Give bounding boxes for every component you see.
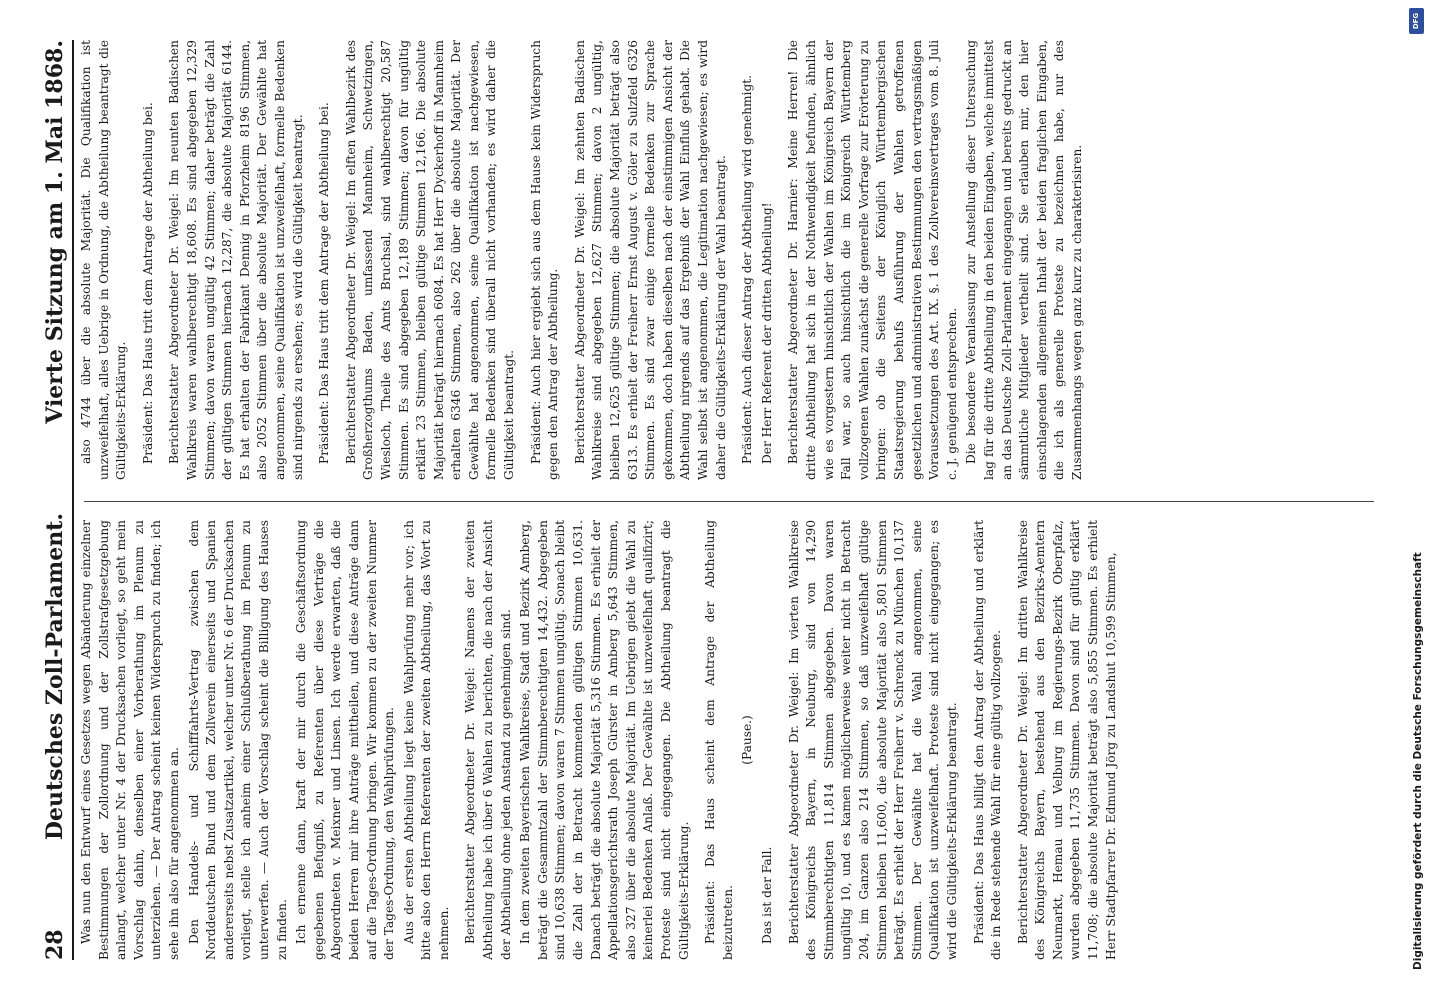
left-text-column [78,520,1378,960]
paragraph: Aus der ersten Abtheilung liegt keine Wahlprüfung mehr vor; ich bitte also den Herrn Referenten der zweiten Abtheilung, das Wort zu nehmen. [401,520,451,960]
dfg-logo [1409,8,1424,34]
paragraph: Berichterstatter Abgeordneter Dr. Weigel: Im dritten Wahlkreise des Königreichs Bayern, bestehend aus den Bezirks-Aemtern Neumarkt, Hemau und Velburg im Regierungs-Bezirk Oberpfalz, wurden abgegeben 11,735 Stimmen. Davon sind für gültig erklärt 11,708; die absolute Majorität beträgt also 5,855 Stimmen. Es erhielt Herr Stadtpfarrer Dr. Edmund Jörg zu Landshut 10,599 Stimmen, [1015,520,1118,960]
header-left-title: Deutsches Zoll-Parlament. [42,512,68,841]
paragraph: Berichterstatter Abgeordneter Dr. Weigel: Im zehnten Badischen Wahlkreise sind abgegeben 12,627 Stimmen; davon 2 ungültig, bleiben 12,625 gültige Stimmen; die absolute Majorität beträgt also 6313. Es erhielt der Freiherr Ernst August v. Göler zu Sulzfeld 6326 Stimmen. Es sind zwar einige formelle Bedenken zur Sprache gekommen, doch haben dieselben nach der einstimmigen Ansicht der Abtheilung nirgends auf das Ergebniß der Wahl Einfluß gehabt. Die Wahl selbst ist angenommen, die Legitimation nachgewiesen; es wird daher die Gültigkeits-Erklärung der Wahl beantragt. [572,40,728,480]
dfg-logo-text: DFG [1412,12,1421,30]
paragraph: (Pause.) [740,715,755,765]
page-number: 28 [42,929,68,960]
header-right-title: Vierte Sitzung am 1. Mai 1868. [42,40,68,424]
paragraph: Berichterstatter Abgeordneter Dr. Weigel: Im vierten Wahlkreise des Königreichs Bayern, in Neuburg, sind von 14,290 Stimmberechtigten 11,814 Stimmen abgegeben. Davon waren ungültig 10, und es kamen möglicherweise weiter nicht in Betracht 204, im Ganzen also 214 Stimmen, so daß unzweifelhaft gültige Stimmen bleiben 11,600, die absolute Majorität also 5,801 Stimmen beträgt. Es erhielt der Herr Freiherr v. Schrenck zu München 10,137 Stimmen. Der Gewählte hat die Wahl angenommen, seine Qualifikation ist unzweifelhaft. Proteste sind nicht eingegangen; es wird die Gültigkeits-Erklärung beantragt. [786,520,959,960]
paragraph: Berichterstatter Abgeordneter Dr. Weigel: Namens der zweiten Abtheilung habe ich über 6 Wahlen zu berichten, die nach der Ansicht der Abtheilung ohne jeden Anstand zu genehmigen sind. [463,520,513,960]
paragraph: Der Herr Referent der dritten Abtheilung! [759,202,774,464]
column-divider [84,501,1374,502]
paragraph: Präsident: Das Haus scheint dem Antrage der Abtheilung beizutreten. [703,520,735,960]
page-header [34,40,74,960]
paragraph: Präsident: Das Haus tritt dem Antrage der Abtheilung bei. [317,102,332,464]
paragraph: Ich ernenne dann, kraft der mir durch die Geschäftsordnung gegebenen Befugniß, zu Referenten über diese Verträge die Abgeordneten v. Meixner und Linsen. Ich werde erwarten, daß die beiden Herren mir ihre Anträge mittheilen, und diese Anträge dann auf die Tages-Ordnung bringen. Wir kommen zu der zweiten Nummer der Tages-Ordnung, den Wahlprüfungen. [294,520,397,960]
paragraph: Präsident: Auch dieser Antrag der Abtheilung wird genehmigt. [740,74,755,464]
paragraph: Präsident: Das Haus billigt den Antrag der Abtheilung und erklärt die in Rede stehende Wahl für eine gültig vollzogene. [971,520,1004,960]
paragraph: Das ist der Fall. [759,846,774,944]
paragraph: Den Handels- und Schifffahrts-Vertrag zwischen dem Norddeutschen Bund und dem Zollverein einerseits und Spanien andererseits nebst Zusatzartikel, welcher unter Nr. 6 der Drucksachen vorliegt, stelle ich anheim einer Schlußberathung im Plenum zu unterwerfen. — Auch der Vorschlag scheint die Billigung des Hauses zu finden. [186,520,289,960]
paragraph: Berichterstatter Abgeordneter Dr. Harnier: Meine Herren! Die dritte Abtheilung hat sich in der Nothwendigkeit befunden, ähnlich wie es vorgestern hinsichtlich der Wahlen im Königreich Bayern der Fall war, so auch hinsichtlich die im Königreich Württemberg vollzogenen Wahlen zunächst die generelle Vorfrage zur Erörterung zu bringen: ob die Seitens der Königlich Württembergischen Staatsregierung behufs Ausführung der Wahlen getroffenen gesetzlichen und administrativen Bestimmungen den vertragsmäßigen Voraussetzungen des Art. IX. §. 1 des Zollvereinsvertrages vom 8. Juli c. J. genügend entsprechen. [786,40,959,480]
paragraph: Präsident: Das Haus tritt dem Antrage der Abtheilung bei. [140,102,155,464]
paragraph: Berichterstatter Abgeordneter Dr. Weigel: Im elften Wahlbezirk des Großherzogthums Baden, umfassend Mannheim, Schwetzingen, Wiesloch, Theile des Amts Bruchsal, sind wahlberechtigt 20,587 Stimmen. Es sind abgegeben 12,189 Stimmen; davon für ungültig erklärt 23 Stimmen, bleiben gültige Stimmen 12,166. Die absolute Majorität beträgt hiernach 6084. Es hat Herr Dyckerhoff in Mannheim erhalten 6346 Stimmen, also 262 über die absolute Majorität. Der Gewählte hat angenommen, seine Qualifikation ist nachgewiesen, formelle Bedenken sind überall nicht vorhanden; es wird daher die Gültigkeit beantragt. [343,40,517,480]
paragraph: also 4744 über die absolute Majorität. Die Qualifikation ist unzweifelhaft, alles Uebrige in Ordnung, die Abtheilung beantragt die Gültigkeits-Erklärung. [79,40,129,480]
paragraph: Was nun den Entwurf eines Gesetzes wegen Abänderung einzelner Bestimmungen der Zollordnung und der Zollstrafgesetzgebung anlangt, welcher unter Nr. 4 der Drucksachen vorliegt, so geht mein Vorschlag dahin, denselben einer Vorberathung im Plenum zu unterziehen. — Der Antrag scheint keinen Widerspruch zu finden; ich sehe ihn also für angenommen an. [79,520,181,960]
digitization-credit: Digitalisierung gefördert durch die Deutsche Forschungsgemeinschaft [1412,552,1424,970]
paragraph: Die besondere Veranlassung zur Anstellung dieser Untersuchung lag für die dritte Abtheilung in den beiden Eingaben, welche inmittelst an das Deutsche Zoll-Parlament eingegangen und bereits gedruckt an sämmtliche Mitglieder vertheilt sind. Sie erlauben mir, den hier einschlagenden allgemeinen Inhalt der beiden fraglichen Eingaben, die ich als generelle Proteste zu bezeichnen habe, nur des Zusammenhangs wegen ganz kurz zu charakterisiren. [964,40,1084,480]
paragraph: Berichterstatter Abgeordneter Dr. Weigel: Im neunten Badischen Wahlkreis waren wahlberechtigt 18,608. Es sind abgegeben 12,329 Stimmen; davon waren ungültig 42 Stimmen; daher beträgt die Zahl der gültigen Stimmen hiernach 12,287, die absolute Majorität 6144. Es hat erhalten der Fabrikant Dennig in Pforzheim 8196 Stimmen, also 2052 Stimmen über die absolute Majorität. Der Gewählte hat angenommen, seine Qualifikation ist unzweifelhaft, formelle Bedenken sind nirgends zu ersehen; es wird die Gültigkeit beantragt. [167,40,305,480]
paragraph: Präsident: Auch hier ergiebt sich aus dem Hause kein Widerspruch gegen den Antrag der Abtheilung. [528,40,561,480]
right-text-column [78,40,1378,480]
paragraph: In dem zweiten Bayerischen Wahlkreise, Stadt und Bezirk Amberg, beträgt die Gesammtzahl der Stimmberechtigten 14,432. Abgegeben sind 10,638 Stimmen; davon waren 7 Stimmen ungültig. Sonach bleibt die Zahl der in Betracht kommenden gültigen Stimmen 10,631. Danach beträgt die absolute Majorität 5,316 Stimmen. Es erhielt der Appellationsgerichtsrath Joseph Gürster in Amberg 5,643 Stimmen, also 327 über die absolute Majorität. Im Uebrigen giebt die Wahl zu keinerlei Bedenken Anlaß. Der Gewählte ist unzweifelhaft qualifizirt; Proteste sind nicht eingegangen. Die Abtheilung beantragt die Gültigkeits-Erklärung. [518,520,691,960]
digitization-sidebar [1392,0,1436,1000]
